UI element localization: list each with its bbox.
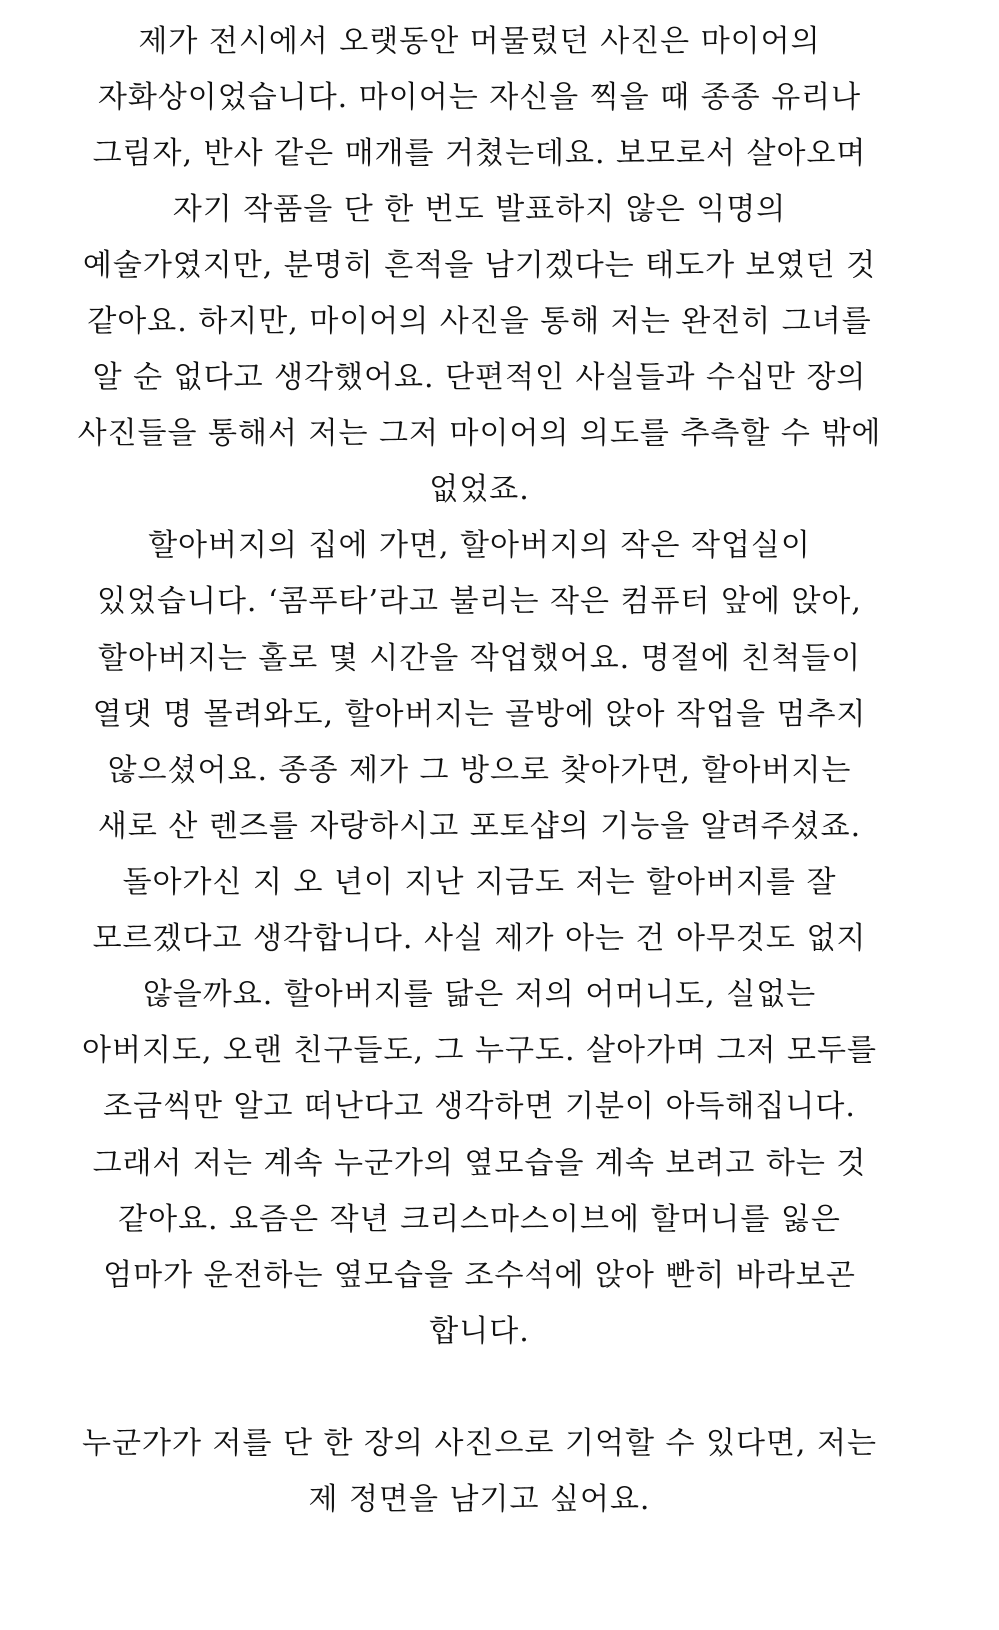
text-line: 자화상이었습니다. 마이어는 자신을 찍을 때 종종 유리나	[97, 80, 862, 115]
text-line: 같아요. 요즘은 작년 크리스마스이브에 할머니를 잃은	[118, 1202, 841, 1237]
text-line: 제 정면을 남기고 싶어요.	[308, 1482, 651, 1517]
text-line: 누군가가 저를 단 한 장의 사진으로 기억할 수 있다면, 저는	[82, 1426, 877, 1461]
text-line: 모르겠다고 생각합니다. 사실 제가 아는 건 아무것도 없지	[92, 921, 867, 956]
text-line: 예술가였지만, 분명히 흔적을 남기겠다는 태도가 보였던 것	[82, 248, 877, 283]
text-line: 알 순 없다고 생각했어요. 단편적인 사실들과 수십만 장의	[92, 360, 867, 395]
text-line: 제가 전시에서 오랫동안 머물렀던 사진은 마이어의	[138, 24, 821, 59]
text-line: 있었습니다. ‘콤푸타’라고 불리는 작은 컴퓨터 앞에 앉아,	[97, 584, 862, 619]
text-line: 새로 산 렌즈를 자랑하시고 포토샵의 기능을 알려주셨죠.	[97, 809, 862, 844]
text-line: 할아버지의 집에 가면, 할아버지의 작은 작업실이	[148, 528, 811, 563]
text-line: 합니다.	[429, 1314, 530, 1349]
text-line: 아버지도, 오랜 친구들도, 그 누구도. 살아가며 그저 모두를	[82, 1033, 877, 1068]
text-line: 사진들을 통해서 저는 그저 마이어의 의도를 추측할 수 밖에	[77, 416, 882, 451]
text-line: 같아요. 하지만, 마이어의 사진을 통해 저는 완전히 그녀를	[87, 304, 872, 339]
text-line: 않으셨어요. 종종 제가 그 방으로 찾아가면, 할아버지는	[107, 753, 852, 788]
text-line: 그래서 저는 계속 누군가의 옆모습을 계속 보려고 하는 것	[92, 1146, 867, 1181]
text-line: 열댓 명 몰려와도, 할아버지는 골방에 앉아 작업을 멈추지	[92, 697, 867, 732]
text-line: 할아버지는 홀로 몇 시간을 작업했어요. 명절에 친척들이	[97, 641, 862, 676]
text-line: 그림자, 반사 같은 매개를 거쳤는데요. 보모로서 살아오며	[92, 136, 867, 171]
text-line: 없었죠.	[429, 472, 530, 507]
text-line: 않을까요. 할아버지를 닮은 저의 어머니도, 실없는	[142, 977, 817, 1012]
text-line: 돌아가신 지 오 년이 지난 지금도 저는 할아버지를 잘	[122, 865, 837, 900]
text-line: 자기 작품을 단 한 번도 발표하지 않은 익명의	[172, 192, 787, 227]
text-line: 조금씩만 알고 떠난다고 생각하면 기분이 아득해집니다.	[103, 1089, 856, 1124]
text-line: 엄마가 운전하는 옆모습을 조수석에 앉아 빤히 바라보곤	[103, 1258, 856, 1293]
